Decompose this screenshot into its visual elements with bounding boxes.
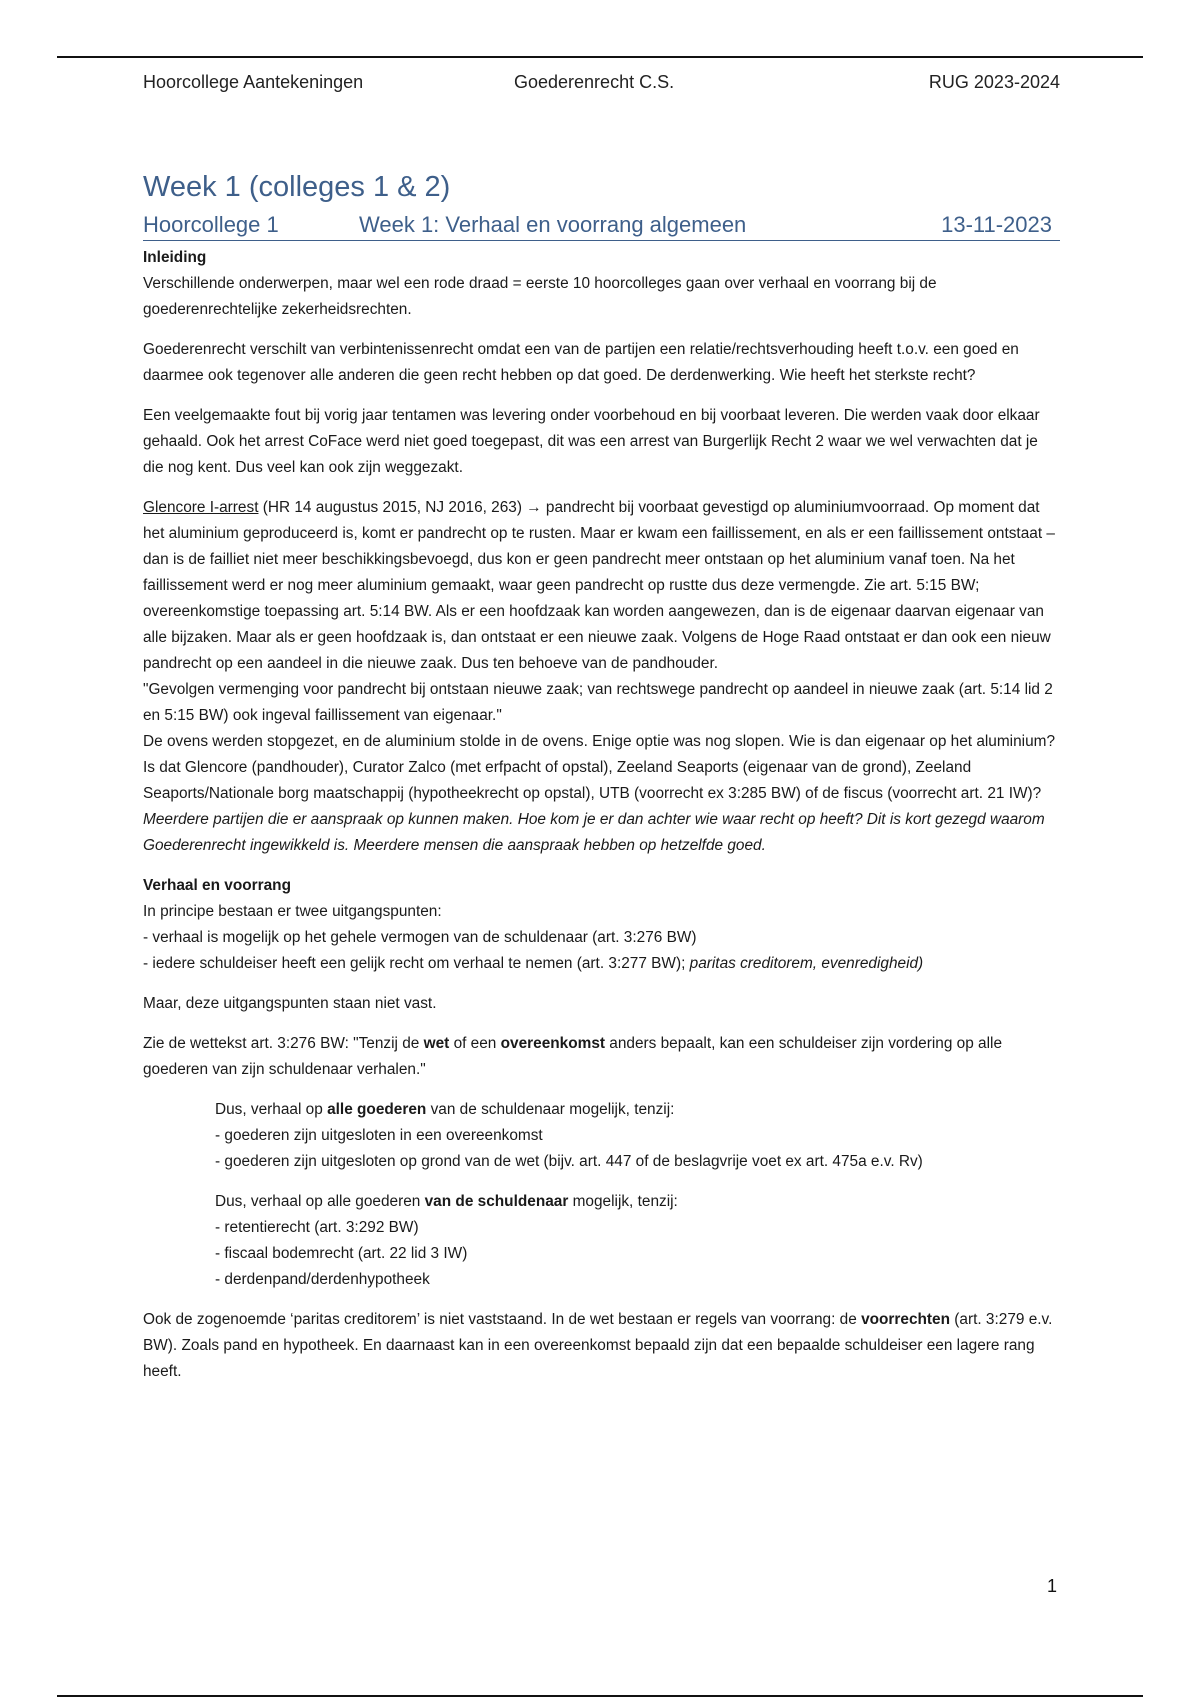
list-b-intro: Dus, verhaal op alle goederen van de schuldenaar mogelijk, tenzij: xyxy=(215,1193,678,1210)
header-left: Hoorcollege Aantekeningen xyxy=(143,72,364,92)
vv-item-2-italic: paritas creditorem, evenredigheid) xyxy=(689,955,924,972)
page-header xyxy=(143,72,1060,98)
vv-not-fixed: Maar, deze uitgangspunten staan niet vast. xyxy=(143,995,437,1012)
case-name-glencore: Glencore I-arrest xyxy=(143,499,259,516)
intro-paragraph-3: Een veelgemaakte fout bij vorig jaar tentamen was levering onder voorbehoud en bij voorbaat leveren. Die werden vaak door elkaar gehaald. Ook het arrest CoFace werd niet goed toegepast, dit was een arrest van Burgerlijk Recht 2 waar we wel verwachten dat je die nog kent. Dus veel kan ook zijn weggezakt. xyxy=(143,407,1040,476)
week-title: Week 1 (colleges 1 & 2) xyxy=(143,171,451,203)
vv-item-2 xyxy=(143,951,1060,977)
document-body xyxy=(143,168,1060,1399)
vv-intro: In principe bestaan er twee uitgangspunten: xyxy=(143,903,442,920)
glencore-italic-note: Meerdere partijen die er aanspraak op kunnen maken. Hoe kom je er dan achter wie waar recht op heeft? Dit is kort gezegd waarom Goederenrecht ingewikkeld is. Meerdere mensen die aanspraak hebben op hetzelfde goed. xyxy=(143,811,1045,854)
list-item: - derdenpand/derdenhypotheek xyxy=(215,1271,430,1288)
glencore-paragraph-2 xyxy=(143,729,1060,859)
law-text-paragraph xyxy=(143,1031,1060,1083)
lecture-topic: Week 1: Verhaal en voorrang algemeen xyxy=(359,212,747,237)
bottom-rule xyxy=(57,1695,1143,1697)
top-rule xyxy=(57,56,1143,58)
header-right: RUG 2023-2024 xyxy=(928,72,1060,92)
lecture-number: Hoorcollege 1 xyxy=(143,212,279,237)
law-bold-wet: wet xyxy=(423,1035,450,1052)
list-item: - goederen zijn uitgesloten op grond van de wet (bijv. art. 447 of de beslagvrije voet ex art. 475a e.v. Rv) xyxy=(215,1153,923,1170)
glencore-text-2: De ovens werden stopgezet, en de aluminium stolde in de ovens. Enige optie was nog slopen. Wie is dan eigenaar op het aluminium? Is dat Glencore (pandhouder), Curator Zalco (met erfpacht of opstal), Zeeland Seaports (eigenaar van de grond), Zeeland Seaports/Nationale borg maatschappij (hypotheekrecht op opstal), UTB (voorrecht ex 3:285 BW) of de fiscus (voorrecht art. 21 IW)? xyxy=(143,733,1056,802)
closing-paragraph: Ook de zogenoemde ‘paritas creditorem’ is niet vaststaand. In de wet bestaan er regels van voorrang: de voorrechten (art. 3:279 e.v. BW). Zoals pand en hypotheek. En daarnaast kan in een overeenkomst bepaald zijn dat een bepaalde schuldeiser een lagere rang heeft. xyxy=(143,1311,1053,1380)
vv-item-1: - verhaal is mogelijk op het gehele vermogen van de schuldenaar (art. 3:276 BW) xyxy=(143,929,697,946)
header-center: Goederenrecht C.S. xyxy=(514,72,675,92)
vv-item-2-text: - iedere schuldeiser heeft een gelijk recht om verhaal te nemen (art. 3:277 BW); xyxy=(143,955,690,972)
glencore-text: (HR 14 augustus 2015, NJ 2016, 263) → pandrecht bij voorbaat gevestigd op aluminiumvoorraad. Op moment dat het aluminium geproduceerd is, komt er pandrecht op te rusten. Maar er kwam een faillissement, en als er een faillissement ontstaat – dan is de failliet niet meer beschikkingsbevoegd, dus kon er geen pandrecht meer ontstaan op het aluminium vanaf toen. Na het faillissement werd er nog meer aluminium gemaakt, waar geen pandrecht op rustte dus deze vermengde. Zie art. 5:15 BW; overeenkomstige toepassing art. 5:14 BW. Als er een hoofdzaak kan worden aangewezen, dan is de eigenaar daarvan eigenaar van alle bijzaken. Maar als er geen hoofdzaak is, dan ontstaat er een nieuwe zaak. Volgens de Hoge Raad ontstaat er dan ook een nieuw pandrecht op een aandeel in die nieuwe zaak. Dus ten behoeve van de pandhouder. xyxy=(143,499,1055,672)
law-bold-overeenkomst: overeenkomst xyxy=(500,1035,606,1052)
exception-list-b xyxy=(215,1189,1060,1293)
exception-list-a xyxy=(215,1097,1060,1175)
list-a-intro: Dus, verhaal op alle goederen van de schuldenaar mogelijk, tenzij: xyxy=(215,1101,675,1118)
lecture-title xyxy=(143,210,1060,241)
list-a-bold: alle goederen xyxy=(327,1101,427,1118)
section-heading-inleiding: Inleiding xyxy=(143,249,207,266)
section-heading-verhaal-voorrang: Verhaal en voorrang xyxy=(143,877,291,894)
list-item: - fiscaal bodemrecht (art. 22 lid 3 IW) xyxy=(215,1245,468,1262)
closing-bold-voorrechten: voorrechten xyxy=(861,1311,951,1328)
intro-paragraph-1: Verschillende onderwerpen, maar wel een rode draad = eerste 10 hoorcolleges gaan over verhaal en voorrang bij de goederenrechtelijke zekerheidsrechten. xyxy=(143,275,937,318)
intro-paragraph-2: Goederenrecht verschilt van verbintenissenrecht omdat een van de partijen een relatie/rechtsverhouding heeft t.o.v. een goed en daarmee ook tegenover alle anderen die geen recht hebben op dat goed. De derdenwerking. Wie heeft het sterkste recht? xyxy=(143,341,1019,384)
glencore-paragraph xyxy=(143,495,1060,677)
lecture-date: 13-11-2023 xyxy=(941,212,1052,237)
glencore-quote: "Gevolgen vermenging voor pandrecht bij ontstaan nieuwe zaak; van rechtswege pandrecht op aandeel in nieuwe zaak (art. 5:14 lid 2 en 5:15 BW) ook ingeval faillissement van eigenaar." xyxy=(143,681,1053,724)
law-pre: Zie de wettekst art. 3:276 BW: "Tenzij de xyxy=(143,1035,424,1052)
law-post: anders bepaalt, kan een schuldeiser zijn vordering op alle goederen van zijn schuldenaar verhalen." xyxy=(143,1035,1003,1078)
list-item: - retentierecht (art. 3:292 BW) xyxy=(215,1219,419,1236)
list-b-bold: van de schuldenaar xyxy=(424,1193,569,1210)
page-number: 1 xyxy=(1046,1576,1057,1596)
law-mid: of een xyxy=(449,1035,501,1052)
list-item: - goederen zijn uitgesloten in een overeenkomst xyxy=(215,1127,543,1144)
